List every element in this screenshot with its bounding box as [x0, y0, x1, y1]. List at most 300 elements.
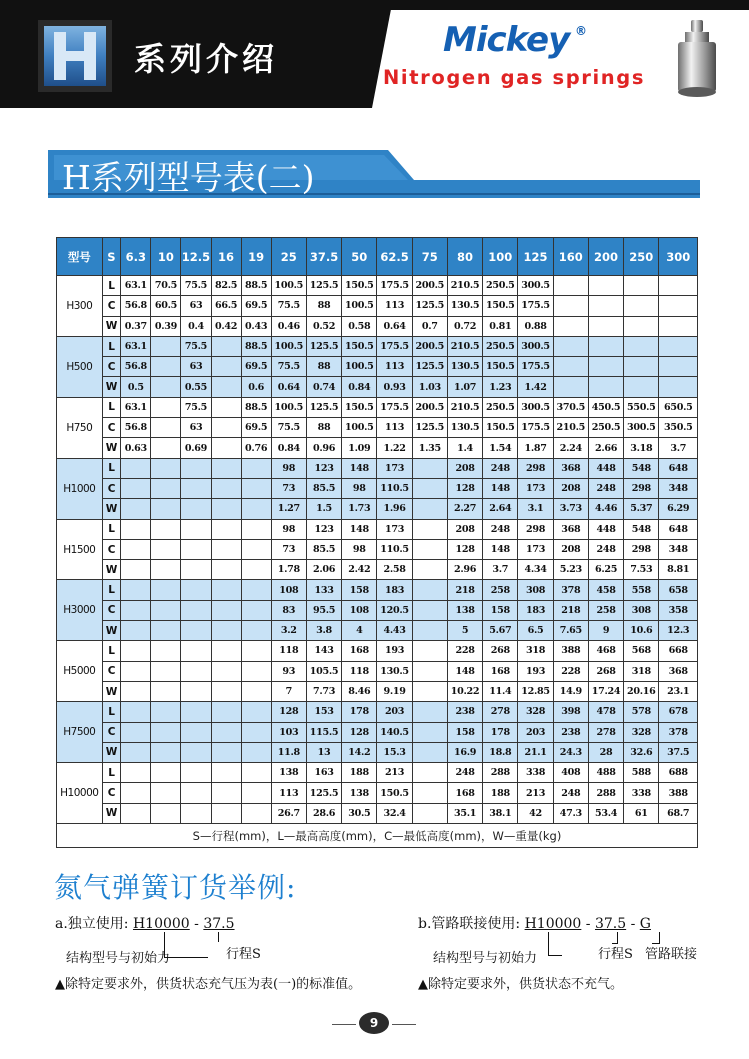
model-cell: H500	[57, 336, 103, 397]
value-cell: 228	[553, 661, 588, 681]
model-cell: H5000	[57, 641, 103, 702]
value-cell: 75.5	[271, 418, 306, 438]
value-cell: 678	[659, 702, 698, 722]
value-cell	[412, 742, 447, 762]
value-cell: 228	[447, 641, 482, 661]
value-cell	[241, 641, 271, 661]
value-cell	[553, 316, 588, 336]
value-cell: 298	[518, 458, 553, 478]
dim-cell: C	[102, 600, 121, 620]
value-cell: 478	[588, 702, 623, 722]
h-series-logo-icon	[38, 20, 112, 92]
value-cell: 100.5	[271, 336, 306, 356]
value-cell: 175.5	[377, 276, 412, 296]
value-cell	[181, 641, 211, 661]
value-cell: 178	[342, 702, 377, 722]
value-cell: 193	[518, 661, 553, 681]
value-cell	[121, 641, 151, 661]
value-cell: 17.24	[588, 681, 623, 701]
header-stroke-16: 200	[588, 238, 623, 276]
header-title: 系列介绍	[134, 40, 279, 78]
value-cell: 128	[342, 722, 377, 742]
value-cell	[412, 499, 447, 519]
value-cell: 1.03	[412, 377, 447, 397]
value-cell: 0.63	[121, 438, 151, 458]
header-stroke-17: 250	[624, 238, 659, 276]
value-cell: 66.5	[211, 296, 241, 316]
value-cell: 9.19	[377, 681, 412, 701]
value-cell	[412, 600, 447, 620]
value-cell: 88.5	[241, 397, 271, 417]
dim-cell: W	[102, 499, 121, 519]
value-cell	[151, 377, 181, 397]
value-cell	[181, 499, 211, 519]
value-cell: 0.72	[447, 316, 482, 336]
value-cell: 175.5	[377, 397, 412, 417]
table-row	[57, 377, 698, 397]
value-cell	[412, 621, 447, 641]
table-row	[57, 397, 698, 417]
value-cell: 103	[271, 722, 306, 742]
value-cell: 175.5	[518, 418, 553, 438]
value-cell: 248	[447, 763, 482, 783]
value-cell: 388	[553, 641, 588, 661]
value-cell	[241, 661, 271, 681]
value-cell: 0.84	[271, 438, 306, 458]
value-cell: 1.27	[271, 499, 306, 519]
value-cell	[151, 803, 181, 823]
dim-cell: W	[102, 438, 121, 458]
value-cell: 11.8	[271, 742, 306, 762]
value-cell	[412, 681, 447, 701]
value-cell: 200.5	[412, 397, 447, 417]
value-cell: 123	[306, 519, 341, 539]
value-cell: 288	[588, 783, 623, 803]
value-cell: 5.37	[624, 499, 659, 519]
value-cell: 125.5	[412, 296, 447, 316]
value-cell: 550.5	[624, 397, 659, 417]
value-cell: 32.4	[377, 803, 412, 823]
value-cell: 28.6	[306, 803, 341, 823]
value-cell: 648	[659, 458, 698, 478]
value-cell: 4.34	[518, 560, 553, 580]
header-stroke-2: 6.3	[121, 238, 151, 276]
table-row	[57, 438, 698, 458]
value-cell: 378	[659, 722, 698, 742]
value-cell: 2.58	[377, 560, 412, 580]
value-cell: 210.5	[447, 336, 482, 356]
value-cell: 348	[659, 539, 698, 559]
value-cell: 85.5	[306, 478, 341, 498]
value-cell	[588, 377, 623, 397]
dim-cell: W	[102, 803, 121, 823]
value-cell: 370.5	[553, 397, 588, 417]
dim-cell: L	[102, 336, 121, 356]
value-cell: 258	[588, 600, 623, 620]
value-cell	[151, 357, 181, 377]
value-cell: 173	[518, 478, 553, 498]
value-cell	[211, 722, 241, 742]
model-cell: H300	[57, 276, 103, 337]
dim-cell: C	[102, 539, 121, 559]
value-cell: 3.8	[306, 621, 341, 641]
value-cell: 368	[553, 458, 588, 478]
value-cell	[241, 560, 271, 580]
value-cell	[211, 478, 241, 498]
value-cell	[121, 702, 151, 722]
value-cell: 98	[342, 539, 377, 559]
example-b-model: H10000	[524, 916, 582, 932]
value-cell: 210.5	[553, 418, 588, 438]
value-cell	[211, 418, 241, 438]
value-cell: 0.46	[271, 316, 306, 336]
value-cell	[151, 418, 181, 438]
value-cell	[121, 478, 151, 498]
value-cell	[151, 336, 181, 356]
value-cell	[211, 702, 241, 722]
value-cell: 278	[483, 702, 518, 722]
value-cell: 0.37	[121, 316, 151, 336]
value-cell	[553, 377, 588, 397]
value-cell: 338	[624, 783, 659, 803]
header-stroke-14: 125	[518, 238, 553, 276]
value-cell: 300.5	[518, 397, 553, 417]
header-stroke-12: 80	[447, 238, 482, 276]
value-cell: 60.5	[151, 296, 181, 316]
value-cell	[241, 742, 271, 762]
value-cell: 150.5	[377, 783, 412, 803]
spec-table	[56, 237, 698, 848]
value-cell: 210.5	[447, 397, 482, 417]
dim-cell: C	[102, 357, 121, 377]
value-cell: 1.09	[342, 438, 377, 458]
value-cell: 398	[553, 702, 588, 722]
value-cell	[659, 316, 698, 336]
value-cell: 125.5	[306, 276, 341, 296]
value-cell: 658	[659, 580, 698, 600]
dim-cell: L	[102, 580, 121, 600]
table-row	[57, 742, 698, 762]
value-cell: 73	[271, 478, 306, 498]
value-cell: 100.5	[342, 418, 377, 438]
value-cell	[211, 397, 241, 417]
value-cell	[211, 458, 241, 478]
value-cell: 3.1	[518, 499, 553, 519]
value-cell: 203	[518, 722, 553, 742]
example-b-sep1: -	[581, 916, 595, 932]
value-cell: 128	[447, 478, 482, 498]
value-cell	[211, 580, 241, 600]
table-row	[57, 621, 698, 641]
value-cell: 148	[483, 539, 518, 559]
model-cell: H750	[57, 397, 103, 458]
header-model: 型号	[57, 238, 103, 276]
value-cell: 168	[342, 641, 377, 661]
value-cell: 0.5	[121, 377, 151, 397]
header-stroke-11: 75	[412, 238, 447, 276]
value-cell: 70.5	[151, 276, 181, 296]
example-b-model-bracket	[548, 932, 562, 956]
value-cell: 125.5	[306, 397, 341, 417]
value-cell	[659, 276, 698, 296]
value-cell: 108	[342, 600, 377, 620]
value-cell: 300.5	[518, 276, 553, 296]
table-row	[57, 357, 698, 377]
value-cell	[412, 580, 447, 600]
header-stroke-7: 25	[271, 238, 306, 276]
value-cell: 358	[659, 600, 698, 620]
example-a-stroke: 37.5	[203, 916, 235, 932]
value-cell: 150.5	[483, 418, 518, 438]
value-cell: 9	[588, 621, 623, 641]
value-cell: 218	[553, 600, 588, 620]
table-row	[57, 580, 698, 600]
value-cell: 4	[342, 621, 377, 641]
value-cell: 7.73	[306, 681, 341, 701]
value-cell	[241, 803, 271, 823]
value-cell: 175.5	[518, 296, 553, 316]
value-cell: 21.1	[518, 742, 553, 762]
value-cell: 26.7	[271, 803, 306, 823]
value-cell	[553, 276, 588, 296]
brand-logo: Mickey	[443, 20, 570, 60]
value-cell: 318	[518, 641, 553, 661]
value-cell	[151, 478, 181, 498]
value-cell: 200.5	[412, 276, 447, 296]
dim-cell: L	[102, 276, 121, 296]
value-cell	[151, 438, 181, 458]
value-cell: 175.5	[377, 336, 412, 356]
value-cell	[624, 336, 659, 356]
value-cell: 448	[588, 458, 623, 478]
value-cell	[121, 539, 151, 559]
value-cell: 208	[447, 458, 482, 478]
value-cell: 213	[518, 783, 553, 803]
header-stroke-9: 50	[342, 238, 377, 276]
value-cell: 7.53	[624, 560, 659, 580]
value-cell: 14.9	[553, 681, 588, 701]
value-cell: 69.5	[241, 418, 271, 438]
value-cell	[121, 681, 151, 701]
table-row	[57, 763, 698, 783]
value-cell: 143	[306, 641, 341, 661]
value-cell	[181, 621, 211, 641]
header-dim: S	[102, 238, 121, 276]
value-cell: 123	[306, 458, 341, 478]
value-cell	[151, 560, 181, 580]
value-cell: 0.58	[342, 316, 377, 336]
value-cell: 648	[659, 519, 698, 539]
dim-cell: W	[102, 560, 121, 580]
value-cell: 75.5	[271, 357, 306, 377]
value-cell: 1.5	[306, 499, 341, 519]
value-cell: 1.22	[377, 438, 412, 458]
model-cell: H3000	[57, 580, 103, 641]
value-cell: 248	[553, 783, 588, 803]
value-cell	[121, 600, 151, 620]
table-row	[57, 478, 698, 498]
example-b-stroke: 37.5	[594, 916, 627, 932]
header-stroke-4: 12.5	[181, 238, 211, 276]
example-b-ann-model: 结构型号与初始力	[433, 951, 538, 966]
value-cell	[181, 580, 211, 600]
value-cell: 8.46	[342, 681, 377, 701]
value-cell: 150.5	[483, 296, 518, 316]
value-cell	[121, 803, 151, 823]
value-cell	[412, 519, 447, 539]
value-cell: 408	[553, 763, 588, 783]
registered-mark: ®	[575, 24, 587, 38]
value-cell: 163	[306, 763, 341, 783]
value-cell: 75.5	[271, 296, 306, 316]
value-cell: 248	[588, 539, 623, 559]
value-cell: 24.3	[553, 742, 588, 762]
dim-cell: W	[102, 316, 121, 336]
value-cell	[624, 316, 659, 336]
dim-cell: C	[102, 418, 121, 438]
value-cell	[412, 458, 447, 478]
value-cell	[121, 783, 151, 803]
value-cell	[121, 580, 151, 600]
value-cell: 148	[483, 478, 518, 498]
value-cell	[181, 539, 211, 559]
model-cell: H7500	[57, 702, 103, 763]
value-cell: 578	[624, 702, 659, 722]
value-cell	[181, 681, 211, 701]
value-cell: 28	[588, 742, 623, 762]
value-cell: 268	[588, 661, 623, 681]
value-cell	[121, 519, 151, 539]
value-cell: 130.5	[447, 357, 482, 377]
value-cell	[412, 722, 447, 742]
value-cell: 5.23	[553, 560, 588, 580]
value-cell	[211, 519, 241, 539]
value-cell	[151, 539, 181, 559]
value-cell	[151, 621, 181, 641]
footer-line-right	[392, 1024, 416, 1025]
value-cell: 38.1	[483, 803, 518, 823]
value-cell	[181, 478, 211, 498]
value-cell: 548	[624, 458, 659, 478]
dim-cell: L	[102, 763, 121, 783]
value-cell: 63.1	[121, 276, 151, 296]
header-stroke-13: 100	[483, 238, 518, 276]
value-cell: 208	[447, 519, 482, 539]
example-a-note: ▲除特定要求外，供货状态充气压为表(一)的标准值。	[55, 977, 362, 992]
value-cell: 188	[483, 783, 518, 803]
table-row	[57, 519, 698, 539]
value-cell: 98	[271, 519, 306, 539]
value-cell	[211, 661, 241, 681]
value-cell: 150.5	[483, 357, 518, 377]
value-cell	[412, 661, 447, 681]
value-cell	[211, 681, 241, 701]
value-cell: 318	[624, 661, 659, 681]
value-cell: 125.5	[412, 357, 447, 377]
value-cell: 248	[483, 519, 518, 539]
value-cell	[588, 316, 623, 336]
value-cell: 238	[553, 722, 588, 742]
value-cell: 68.7	[659, 803, 698, 823]
value-cell	[151, 458, 181, 478]
value-cell: 448	[588, 519, 623, 539]
value-cell: 15.3	[377, 742, 412, 762]
value-cell	[181, 803, 211, 823]
value-cell	[121, 661, 151, 681]
model-cell: H1000	[57, 458, 103, 519]
ordering-title: 氮气弹簧订货举例:	[54, 871, 297, 904]
value-cell: 128	[447, 539, 482, 559]
example-a-label: a.独立使用:	[55, 916, 133, 932]
value-cell: 208	[553, 478, 588, 498]
value-cell: 248	[588, 478, 623, 498]
value-cell	[181, 722, 211, 742]
table-row	[57, 783, 698, 803]
value-cell: 75.5	[181, 336, 211, 356]
value-cell: 328	[624, 722, 659, 742]
value-cell: 210.5	[447, 276, 482, 296]
value-cell: 7	[271, 681, 306, 701]
value-cell: 150.5	[342, 336, 377, 356]
value-cell: 248	[483, 458, 518, 478]
value-cell: 3.2	[271, 621, 306, 641]
value-cell: 138	[447, 600, 482, 620]
dim-cell: L	[102, 702, 121, 722]
value-cell: 63	[181, 418, 211, 438]
value-cell	[211, 357, 241, 377]
footer-line-left	[332, 1024, 356, 1025]
value-cell: 85.5	[306, 539, 341, 559]
value-cell	[151, 499, 181, 519]
value-cell: 148	[342, 519, 377, 539]
value-cell	[181, 560, 211, 580]
value-cell: 278	[588, 722, 623, 742]
value-cell	[588, 336, 623, 356]
value-cell: 63	[181, 357, 211, 377]
value-cell: 200.5	[412, 336, 447, 356]
value-cell: 668	[659, 641, 698, 661]
value-cell	[211, 621, 241, 641]
value-cell: 300.5	[518, 336, 553, 356]
value-cell: 12.3	[659, 621, 698, 641]
value-cell	[241, 458, 271, 478]
value-cell	[241, 722, 271, 742]
value-cell: 300.5	[624, 418, 659, 438]
value-cell	[211, 499, 241, 519]
brand-subtitle: Nitrogen gas springs	[383, 66, 646, 89]
table-legend-row	[57, 824, 698, 848]
value-cell: 88	[306, 357, 341, 377]
value-cell: 133	[306, 580, 341, 600]
value-cell: 0.52	[306, 316, 341, 336]
value-cell	[241, 621, 271, 641]
value-cell: 0.4	[181, 316, 211, 336]
value-cell	[241, 702, 271, 722]
value-cell: 168	[483, 661, 518, 681]
example-b-note: ▲除特定要求外，供货状态不充气。	[418, 977, 623, 992]
value-cell: 468	[588, 641, 623, 661]
value-cell: 6.5	[518, 621, 553, 641]
table-row	[57, 661, 698, 681]
table-row	[57, 600, 698, 620]
value-cell: 37.5	[659, 742, 698, 762]
value-cell: 488	[588, 763, 623, 783]
value-cell: 0.7	[412, 316, 447, 336]
dim-cell: L	[102, 458, 121, 478]
value-cell: 158	[483, 600, 518, 620]
table-row	[57, 499, 698, 519]
value-cell: 130.5	[447, 418, 482, 438]
